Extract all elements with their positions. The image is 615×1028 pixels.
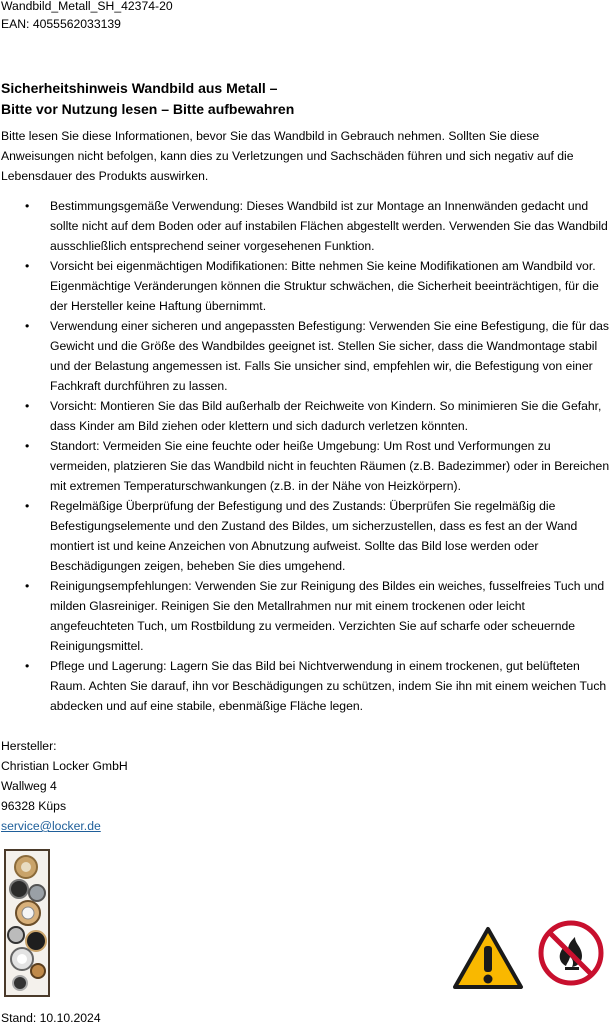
manufacturer-street: Wallweg 4: [1, 779, 57, 793]
bullet-text: Verwendung einer sicheren und angepassten Befestigung: Verwenden Sie eine Befestigung, die für das Gewicht und die Größe des Wandbildes geeignet ist. Stellen Sie sicher, dass die Wandmontage stabil und der Belastung angemessen ist. Falls Sie unsicher sind, empfehlen wir, die Befestigung von einer Fachkraft durchführen zu lassen.: [50, 319, 609, 393]
bullet-text: Vorsicht: Montieren Sie das Bild außerhalb der Reichweite von Kindern. So minimieren Sie die Gefahr, dass Kinder am Bild ziehen oder klettern und sich dadurch verletzen könnten.: [50, 399, 602, 433]
document-title-line-2: Bitte vor Nutzung lesen – Bitte aufbewahren: [1, 101, 295, 117]
product-code: Wandbild_Metall_SH_42374-20: [1, 0, 173, 13]
bullet-marker: •: [25, 499, 30, 513]
manufacturer-company: Christian Locker GmbH: [1, 759, 128, 773]
manufacturer-email-link[interactable]: service@locker.de: [1, 819, 101, 833]
manufacturer-label: Hersteller:: [1, 739, 57, 753]
revision-date: Stand: 10.10.2024: [1, 1011, 101, 1025]
document-title-line-1: Sicherheitshinweis Wandbild aus Metall –: [1, 80, 278, 96]
bullet-text: Bestimmungsgemäße Verwendung: Dieses Wandbild ist zur Montage an Innenwänden gedacht und sollte nicht auf dem Boden oder auf instabilen Flächen abgestellt werden. Verwenden Sie das Wandbild ausschließlich entsprechend seiner vorgesehenen Funktion.: [50, 199, 608, 253]
bullet-marker: •: [25, 659, 30, 673]
bullet-marker: •: [25, 579, 30, 593]
bullet-modifications: [0, 256, 614, 316]
warning-triangle-icon: [452, 926, 524, 990]
bullet-text: Regelmäßige Überprüfung der Befestigung und des Zustands: Überprüfen Sie regelmäßig die Befestigungselemente und den Zustand des Bildes, um sicherzustellen, dass es fest an der Wand montiert ist und keine Anzeichen von Abnutzung aufweist. Sollte das Bild lose werden oder Beschädigungen zeigen, beheben Sie dies umgehend.: [50, 499, 578, 573]
bullet-mounting: [0, 316, 614, 396]
bullet-text: Reinigungsempfehlungen: Verwenden Sie zur Reinigung des Bildes ein weiches, fusselfreies Tuch und milden Glasreiniger. Reinigen Sie den Metallrahmen nur mit einem trockenen oder leicht angefeuchteten Tuch, um Rostbildung zu vermeiden. Verzichten Sie auf scharfe oder scheuernde Reinigungsmittel.: [50, 579, 605, 653]
ean-number: EAN: 4055562033139: [1, 17, 121, 31]
no-open-flame-icon: [538, 920, 604, 986]
bullet-location: [0, 436, 614, 496]
product-wall-art-image: [2, 849, 52, 997]
bullet-text: Pflege und Lagerung: Lagern Sie das Bild bei Nichtverwendung in einem trockenen, gut belüfteten Raum. Achten Sie darauf, ihn vor Beschädigungen zu schützen, indem Sie ihn mit einem weichen Tuch abdecken und auf eine stabile, ebenmäßige Fläche legen.: [50, 659, 607, 713]
bullet-text: Standort: Vermeiden Sie eine feuchte oder heiße Umgebung: Um Rost und Verformungen zu vermeiden, platzieren Sie das Wandbild nicht in feuchten Räumen (z.B. Badezimmer) oder in Bereichen mit extremen Temperaturschwankungen (z.B. in der Nähe von Heizkörpern).: [50, 439, 610, 493]
bullet-marker: •: [25, 439, 30, 453]
manufacturer-block: [1, 736, 128, 836]
bullet-inspection: [0, 496, 614, 576]
bullet-text: Vorsicht bei eigenmächtigen Modifikationen: Bitte nehmen Sie keine Modifikationen am Wandbild vor. Eigenmächtige Veränderungen können die Struktur schwächen, die Sicherheit beeinträchtigen, für die der Hersteller keine Haftung übernimmt.: [50, 259, 599, 313]
bullet-intended-use: [0, 196, 614, 256]
bullet-storage: [0, 656, 614, 716]
bullet-children: [0, 396, 614, 436]
bullet-cleaning: [0, 576, 614, 656]
manufacturer-city: 96328 Küps: [1, 799, 67, 813]
bullet-marker: •: [25, 319, 30, 333]
intro-paragraph: Bitte lesen Sie diese Informationen, bevor Sie das Wandbild in Gebrauch nehmen. Sollten Sie diese Anweisungen nicht befolgen, kann dies zu Verletzungen und Sachschäden führen und sich negativ auf die Lebensdauer des Produkts auswirken.: [1, 129, 574, 183]
bullet-marker: •: [25, 399, 30, 413]
safety-bullet-list: [0, 196, 614, 716]
bullet-marker: •: [25, 259, 30, 273]
bullet-marker: •: [25, 199, 30, 213]
